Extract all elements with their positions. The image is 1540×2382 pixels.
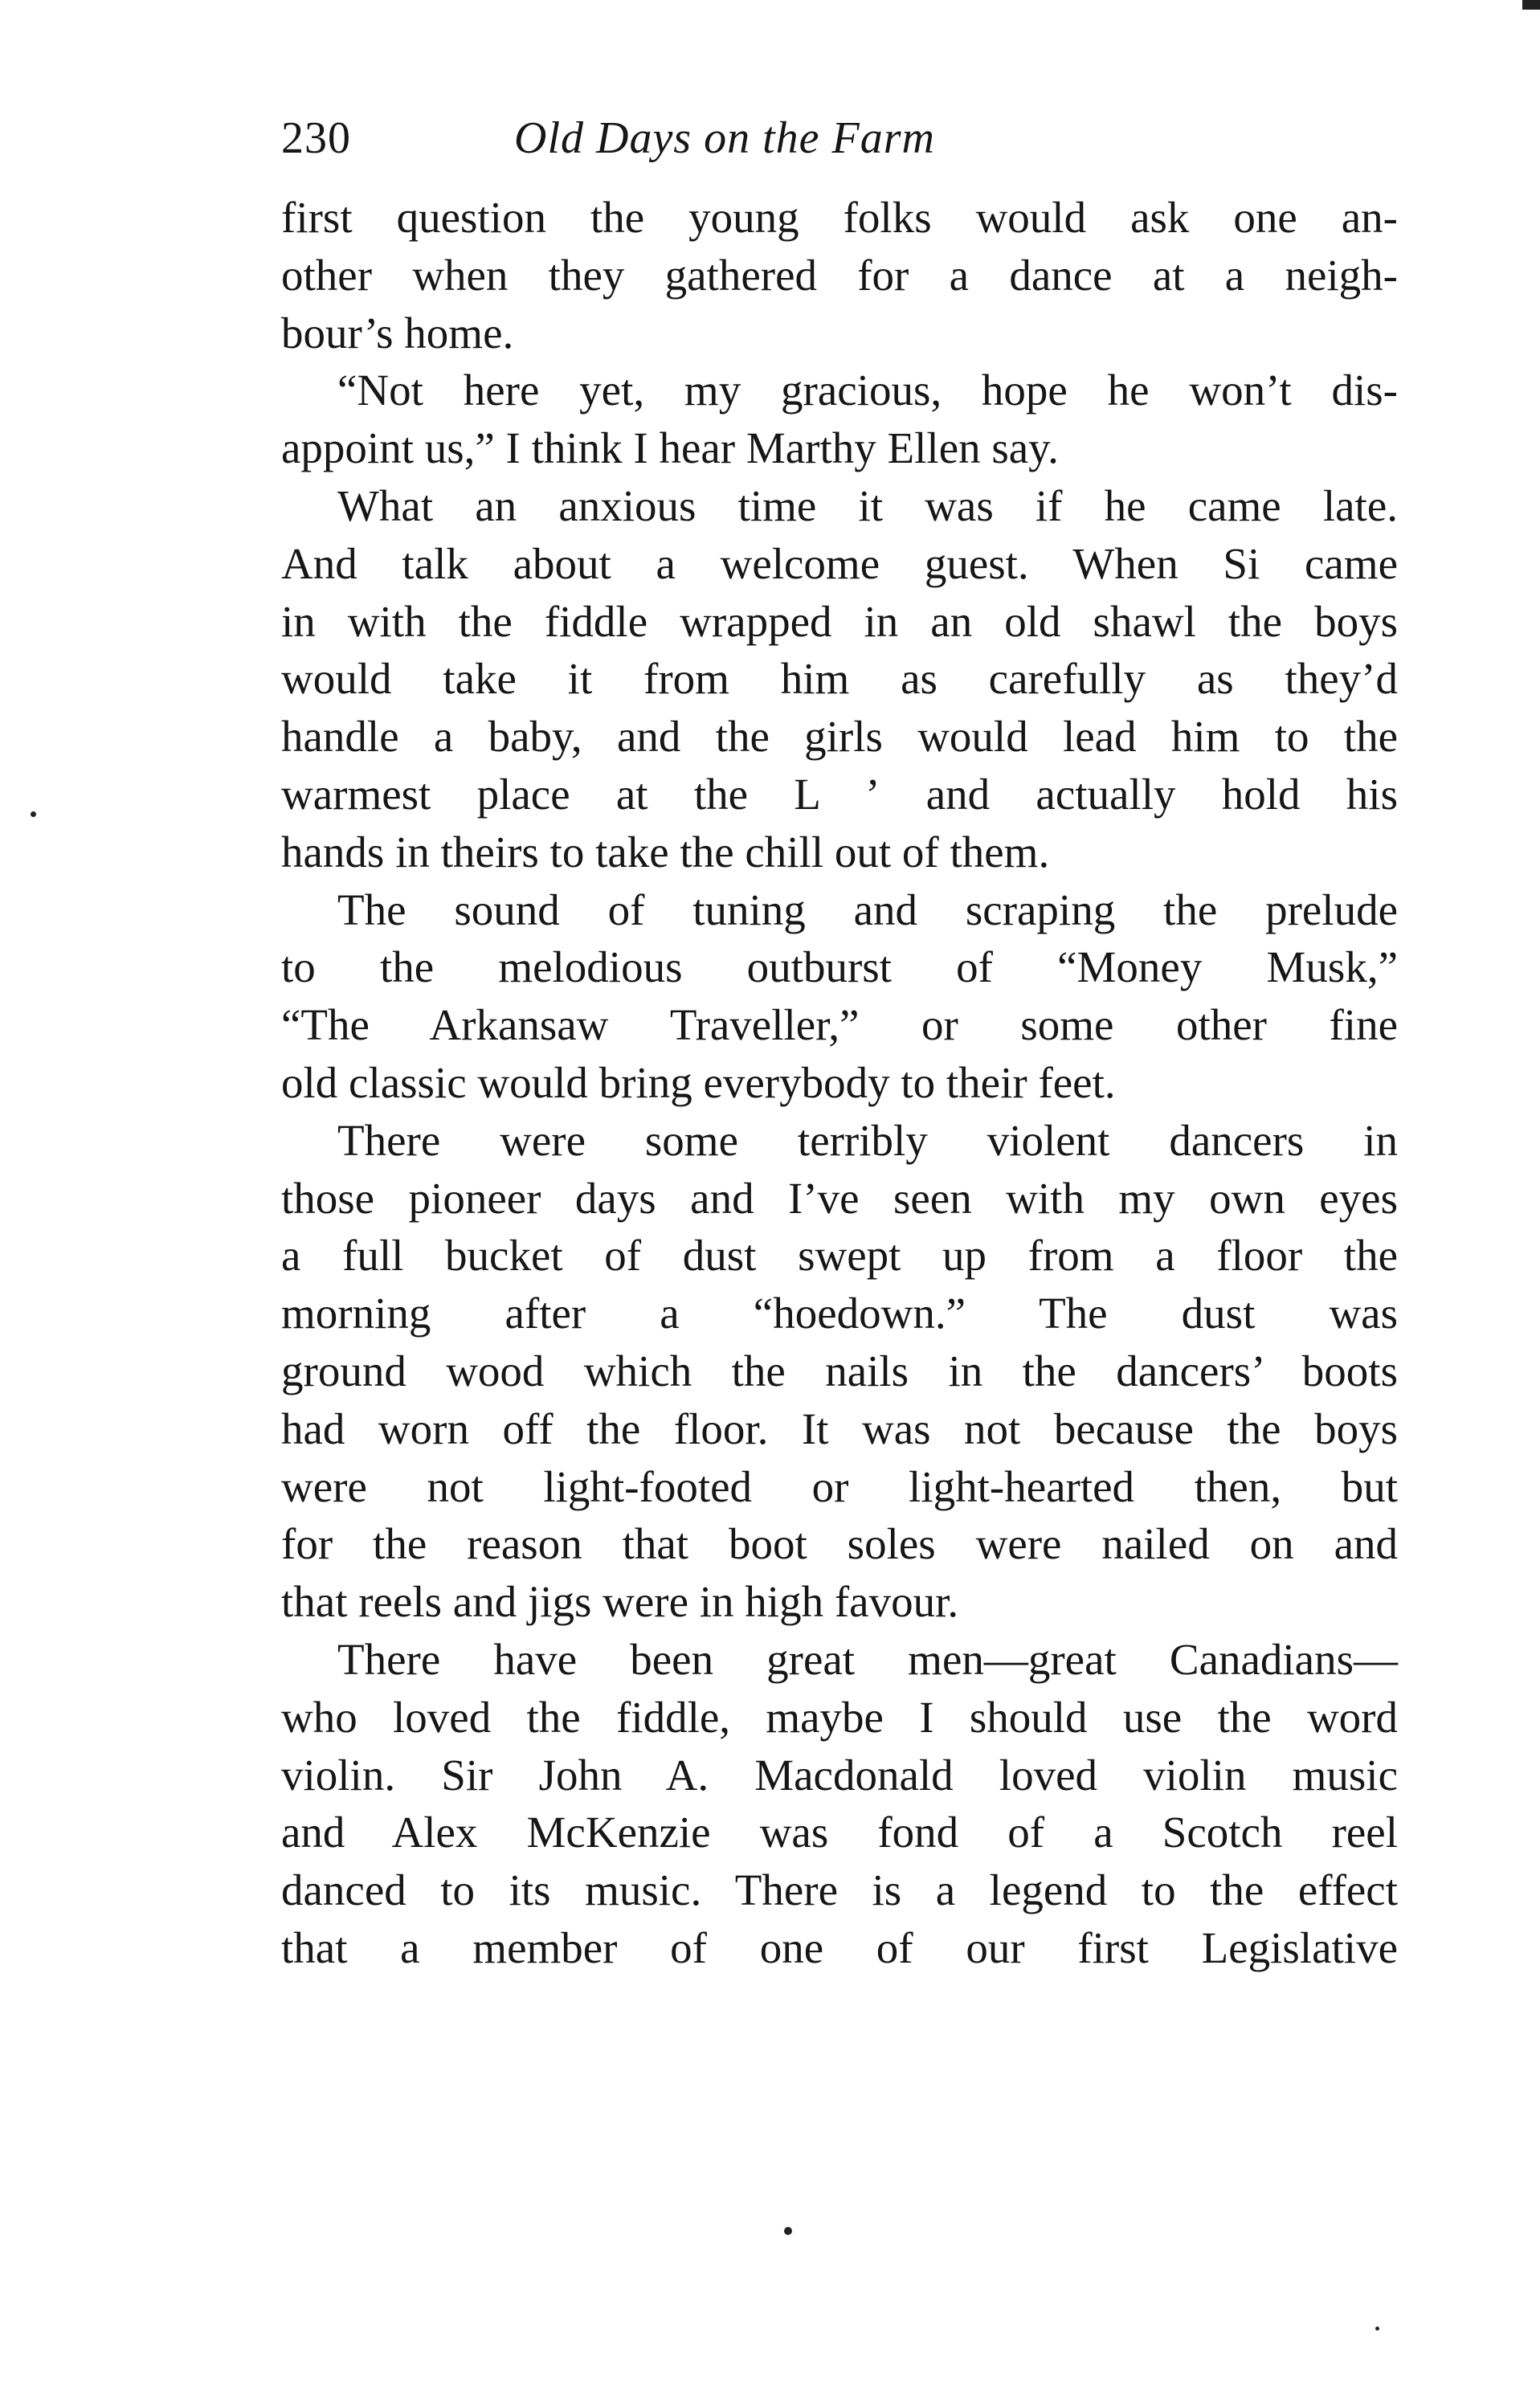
- text-line: The sound of tuning and scraping the prelude: [337, 885, 1398, 934]
- body-text: [281, 189, 1398, 1977]
- text-line: that reels and jigs were in high favour.: [281, 1577, 959, 1627]
- text-line: violin. Sir John A. Macdonald loved violin music: [281, 1750, 1398, 1800]
- text-line: that a member of one of our first Legislative: [281, 1922, 1398, 1972]
- text-line: handle a baby, and the girls would lead him to the: [281, 712, 1398, 762]
- text-line: There have been great men—great Canadians—: [337, 1634, 1398, 1684]
- page-header: [281, 106, 1165, 178]
- text-line: And talk about a welcome guest. When Si came: [281, 538, 1398, 588]
- text-line: danced to its music. There is a legend to the effect: [281, 1865, 1398, 1915]
- running-title: Old Days on the Farm: [514, 113, 935, 163]
- text-line: bour’s home.: [281, 308, 514, 358]
- scan-speck: [31, 811, 36, 817]
- text-line: What an anxious time it was if he came late.: [337, 480, 1398, 530]
- text-line: hands in theirs to take the chill out of them.: [281, 827, 1050, 876]
- text-line: “Not here yet, my gracious, hope he won’t dis-: [337, 366, 1398, 415]
- text-line: a full bucket of dust swept up from a floor the: [281, 1231, 1398, 1281]
- text-line: There were some terribly violent dancers in: [337, 1115, 1398, 1165]
- text-line: first question the young folks would ask one an-: [281, 193, 1398, 242]
- text-line: were not light-footed or light-hearted then, but: [281, 1461, 1398, 1511]
- text-line: in with the fiddle wrapped in an old shawl the boys: [281, 596, 1398, 646]
- scan-edge-mark: [1522, 0, 1540, 10]
- scan-speck: [784, 2227, 792, 2235]
- text-line: other when they gathered for a dance at a neigh-: [281, 250, 1398, 300]
- scan-speck: [1375, 2327, 1379, 2331]
- text-line: old classic would bring everybody to their feet.: [281, 1057, 1116, 1107]
- text-line: those pioneer days and I’ve seen with my own eyes: [281, 1173, 1398, 1223]
- text-line: would take it from him as carefully as they’d: [281, 654, 1398, 704]
- page-number: 230: [281, 113, 351, 163]
- text-line: to the melodious outburst of “Money Musk,”: [281, 942, 1398, 992]
- text-line: for the reason that boot soles were nailed on and: [281, 1519, 1398, 1569]
- text-line: appoint us,” I think I hear Marthy Ellen say.: [281, 423, 1059, 473]
- text-line: and Alex McKenzie was fond of a Scotch reel: [281, 1808, 1398, 1857]
- text-line: warmest place at the L ʼ and actually hold his: [281, 769, 1398, 819]
- text-line: ground wood which the nails in the dancers’ boots: [281, 1346, 1398, 1395]
- text-line: had worn off the floor. It was not because the boys: [281, 1403, 1398, 1453]
- text-line: “The Arkansaw Traveller,” or some other fine: [281, 1000, 1398, 1050]
- text-line: morning after a “hoedown.” The dust was: [281, 1289, 1398, 1338]
- text-line: who loved the fiddle, maybe I should use the word: [281, 1692, 1398, 1742]
